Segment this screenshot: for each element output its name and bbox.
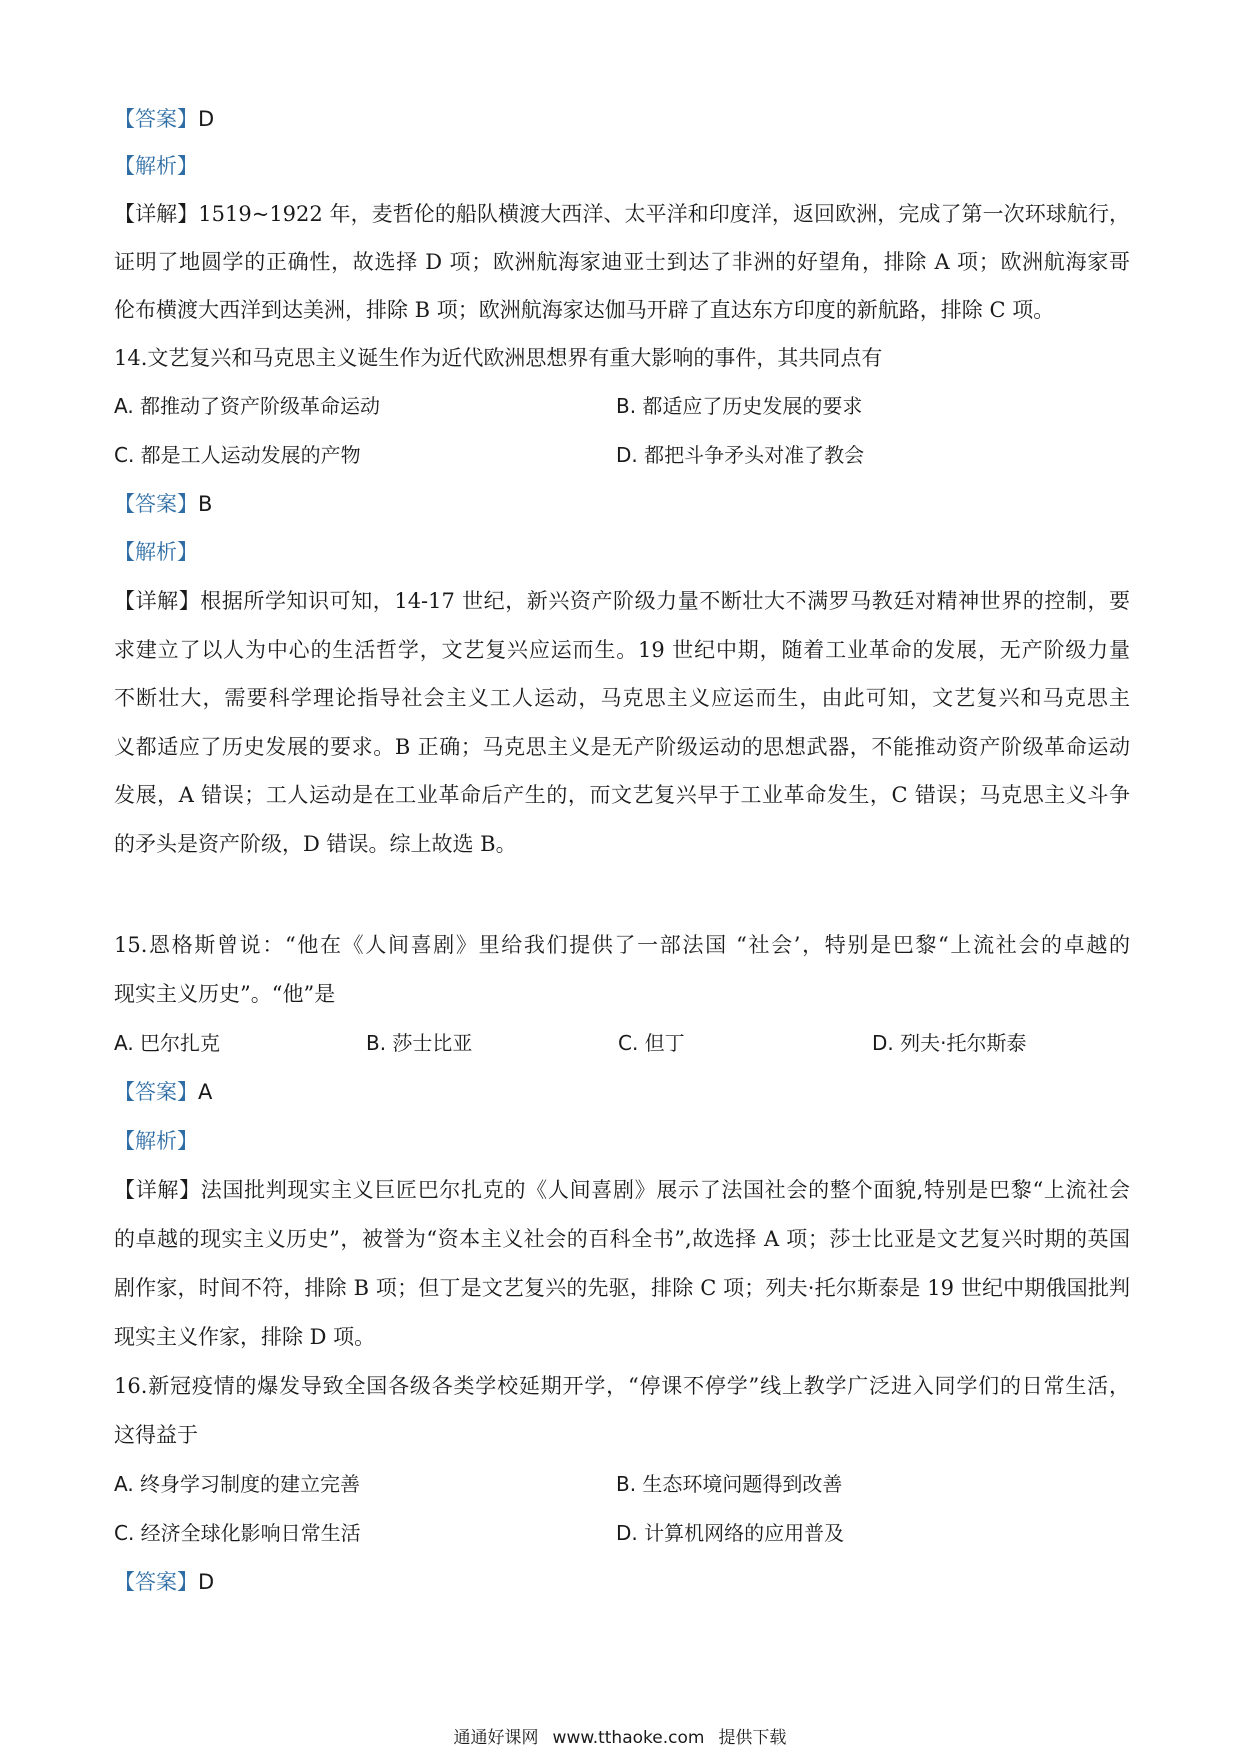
footer-url-link[interactable]: www.tthaoke.com xyxy=(552,1728,705,1748)
analysis-label: 【解析】 xyxy=(114,1129,198,1153)
q15-option-d: D. 列夫·托尔斯泰 xyxy=(872,1031,1027,1055)
answer-label: 【答案】 xyxy=(114,1570,198,1594)
q16-stem-line-1: 16.新冠疫情的爆发导致全国各级各类学校延期开学，“停课不停学”线上教学广泛进入同学们的日常生活， xyxy=(114,1374,1130,1398)
q16-answer-line xyxy=(114,1567,1130,1597)
q14-answer-line xyxy=(114,489,1130,519)
q13-detail-line-3: 伦布横渡大西洋到达美洲，排除 B 项；欧洲航海家达伽马开辟了直达东方印度的新航路，排除 C 项。 xyxy=(114,298,1055,322)
q15-detail-line-1 xyxy=(114,1175,1130,1205)
q15-detail-line-2: 的卓越的现实主义历史”，被誉为“资本主义社会的百科全书”,故选择 A 项；莎士比亚是文艺复兴时期的英国 xyxy=(114,1227,1130,1251)
q15-detail-line-4: 现实主义作家，排除 D 项。 xyxy=(114,1325,376,1349)
q15-answer-line xyxy=(114,1077,1130,1107)
q14-detail-line-5: 发展，A 错误；工人运动是在工业革命后产生的，而文艺复兴早于工业革命发生，C 错误；马克思主义斗争 xyxy=(114,783,1130,807)
q14-option-d: D. 都把斗争矛头对准了教会 xyxy=(616,443,865,467)
answer-label: 【答案】 xyxy=(114,1080,198,1104)
footer-note: 提供下载 xyxy=(718,1728,787,1748)
footer-site-name: 通通好课网 xyxy=(453,1728,539,1748)
q14-option-c: C. 都是工人运动发展的产物 xyxy=(114,443,361,467)
q13-answer-line xyxy=(114,104,1130,134)
q14-detail-line-6: 的矛头是资产阶级，D 错误。综上故选 B。 xyxy=(114,832,517,856)
q14-option-a: A. 都推动了资产阶级革命运动 xyxy=(114,394,381,418)
detail-label: 【详解】 xyxy=(114,1178,201,1202)
q16-option-a: A. 终身学习制度的建立完善 xyxy=(114,1472,361,1496)
answer-label: 【答案】 xyxy=(114,492,198,516)
q14-option-b: B. 都适应了历史发展的要求 xyxy=(616,394,863,418)
q15-option-a: A. 巴尔扎克 xyxy=(114,1031,221,1055)
q13-analysis-line xyxy=(114,151,1130,181)
analysis-label: 【解析】 xyxy=(114,154,198,178)
q14-detail-text-1: 根据所学知识可知，14-17 世纪，新兴资产阶级力量不断壮大不满罗马教廷对精神世界的控制，要 xyxy=(200,589,1131,613)
q15-option-b: B. 莎士比亚 xyxy=(366,1031,473,1055)
analysis-label: 【解析】 xyxy=(114,540,198,564)
q14-analysis-line xyxy=(114,537,1130,567)
q15-stem-line-2: 现实主义历史”。“他”是 xyxy=(114,982,336,1006)
q13-detail-line-2: 证明了地圆学的正确性，故选择 D 项；欧洲航海家迪亚士到达了非洲的好望角，排除 A 项；欧洲航海家哥 xyxy=(114,250,1130,274)
q15-answer-value: A xyxy=(198,1080,213,1104)
q15-analysis-line xyxy=(114,1126,1130,1156)
q14-detail-line-2: 求建立了以人为中心的生活哲学，文艺复兴应运而生。19 世纪中期，随着工业革命的发展，无产阶级力量 xyxy=(114,638,1130,662)
q14-detail-line-4: 义都适应了历史发展的要求。B 正确；马克思主义是无产阶级运动的思想武器，不能推动资产阶级革命运动 xyxy=(114,735,1130,759)
page-footer xyxy=(0,1727,1240,1749)
q14-stem: 14.文艺复兴和马克思主义诞生作为近代欧洲思想界有重大影响的事件，其共同点有 xyxy=(114,346,883,370)
q14-answer-value: B xyxy=(198,492,213,516)
q15-option-c: C. 但丁 xyxy=(618,1031,685,1055)
answer-label: 【答案】 xyxy=(114,107,198,131)
q16-option-d: D. 计算机网络的应用普及 xyxy=(616,1521,845,1545)
q13-answer-value: D xyxy=(198,107,215,131)
detail-label: 【详解】 xyxy=(114,589,201,613)
q16-option-b: B. 生态环境问题得到改善 xyxy=(616,1472,843,1496)
q16-answer-value: D xyxy=(198,1570,215,1594)
q15-detail-line-3: 剧作家，时间不符，排除 B 项；但丁是文艺复兴的先驱，排除 C 项；列夫·托尔斯泰是 19 世纪中期俄国批判 xyxy=(114,1276,1130,1300)
q13-detail-line-1 xyxy=(114,199,1130,229)
q15-stem-line-1: 15.恩格斯曾说：“他在《人间喜剧》里给我们提供了一部法国 “社会’，特别是巴黎“上流社会的卓越的 xyxy=(114,933,1130,957)
q13-detail-text-1: 1519~1922 年，麦哲伦的船队横渡大西洋、太平洋和印度洋，返回欧洲，完成了第一次环球航行， xyxy=(198,202,1131,226)
q14-detail-line-3: 不断壮大，需要科学理论指导社会主义工人运动，马克思主义应运而生，由此可知，文艺复兴和马克思主 xyxy=(114,686,1130,710)
q15-detail-text-1: 法国批判现实主义巨匠巴尔扎克的《人间喜剧》展示了法国社会的整个面貌,特别是巴黎“上流社会 xyxy=(200,1178,1130,1202)
detail-label: 【详解】 xyxy=(114,202,199,226)
q16-option-c: C. 经济全球化影响日常生活 xyxy=(114,1521,361,1545)
q16-stem-line-2: 这得益于 xyxy=(114,1423,198,1447)
q14-detail-line-1 xyxy=(114,586,1130,616)
